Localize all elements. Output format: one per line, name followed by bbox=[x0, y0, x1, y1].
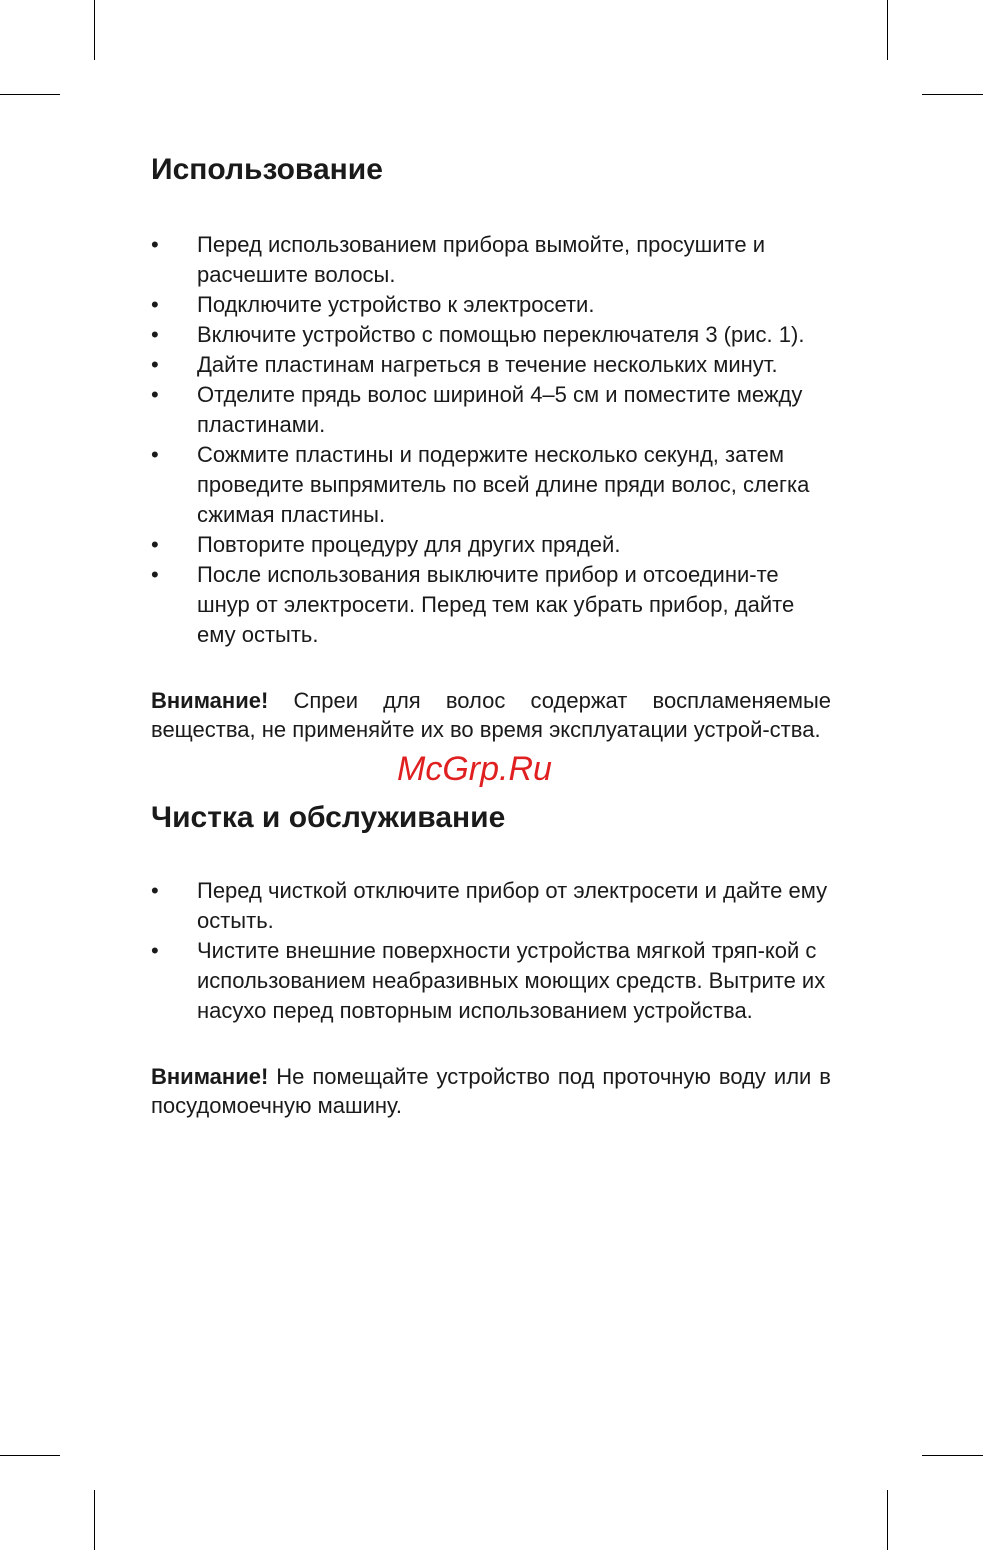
list-item: • Отделите прядь волос шириной 4–5 см и поместите между пластинами. bbox=[151, 380, 831, 440]
bullet-list bbox=[151, 876, 831, 1026]
bullet-list bbox=[151, 230, 831, 650]
warning-note bbox=[151, 1062, 831, 1120]
list-item: • Включите устройство с помощью переключателя 3 (рис. 1). bbox=[151, 320, 831, 350]
warning-text: Не помещайте устройство под проточную воду или в посудомоечную машину. bbox=[151, 1064, 831, 1118]
section-title: Использование bbox=[151, 153, 383, 186]
list-item: • Дайте пластинам нагреться в течение нескольких минут. bbox=[151, 350, 831, 380]
warning-label: Внимание! bbox=[151, 688, 269, 713]
warning-label: Внимание! bbox=[151, 1064, 269, 1089]
crop-mark bbox=[94, 0, 95, 60]
list-item: • Подключите устройство к электросети. bbox=[151, 290, 831, 320]
list-item: • Чистите внешние поверхности устройства мягкой тряп-кой с использованием неабразивных моющих средств. Вытрите их насухо перед повторным использованием устройства. bbox=[151, 936, 831, 1026]
section-usage bbox=[151, 148, 831, 744]
watermark: McGrp.Ru bbox=[397, 750, 552, 788]
list-item: • Перед чисткой отключите прибор от электросети и дайте ему остыть. bbox=[151, 876, 831, 936]
list-item: • Сожмите пластины и подержите несколько секунд, затем проведите выпрямитель по всей длине пряди волос, слегка сжимая пластины. bbox=[151, 440, 831, 530]
crop-mark bbox=[922, 1455, 983, 1456]
crop-mark bbox=[0, 94, 60, 95]
page-content bbox=[151, 148, 831, 1120]
crop-mark bbox=[0, 1455, 60, 1456]
warning-note bbox=[151, 686, 831, 744]
warning-text: Спреи для волос содержат воспламеняемые вещества, не применяйте их во время эксплуатации устрой-ства. bbox=[151, 688, 831, 742]
crop-mark bbox=[94, 1490, 95, 1550]
crop-mark bbox=[922, 94, 983, 95]
section-title: Чистка и обслуживание bbox=[151, 801, 506, 834]
section-cleaning bbox=[151, 796, 831, 1120]
list-item: • Перед использованием прибора вымойте, просушите и расчешите волосы. bbox=[151, 230, 831, 290]
list-item: • Повторите процедуру для других прядей. bbox=[151, 530, 831, 560]
crop-mark bbox=[887, 0, 888, 60]
crop-mark bbox=[887, 1490, 888, 1550]
list-item: • После использования выключите прибор и отсоедини-те шнур от электросети. Перед тем как убрать прибор, дайте ему остыть. bbox=[151, 560, 831, 650]
